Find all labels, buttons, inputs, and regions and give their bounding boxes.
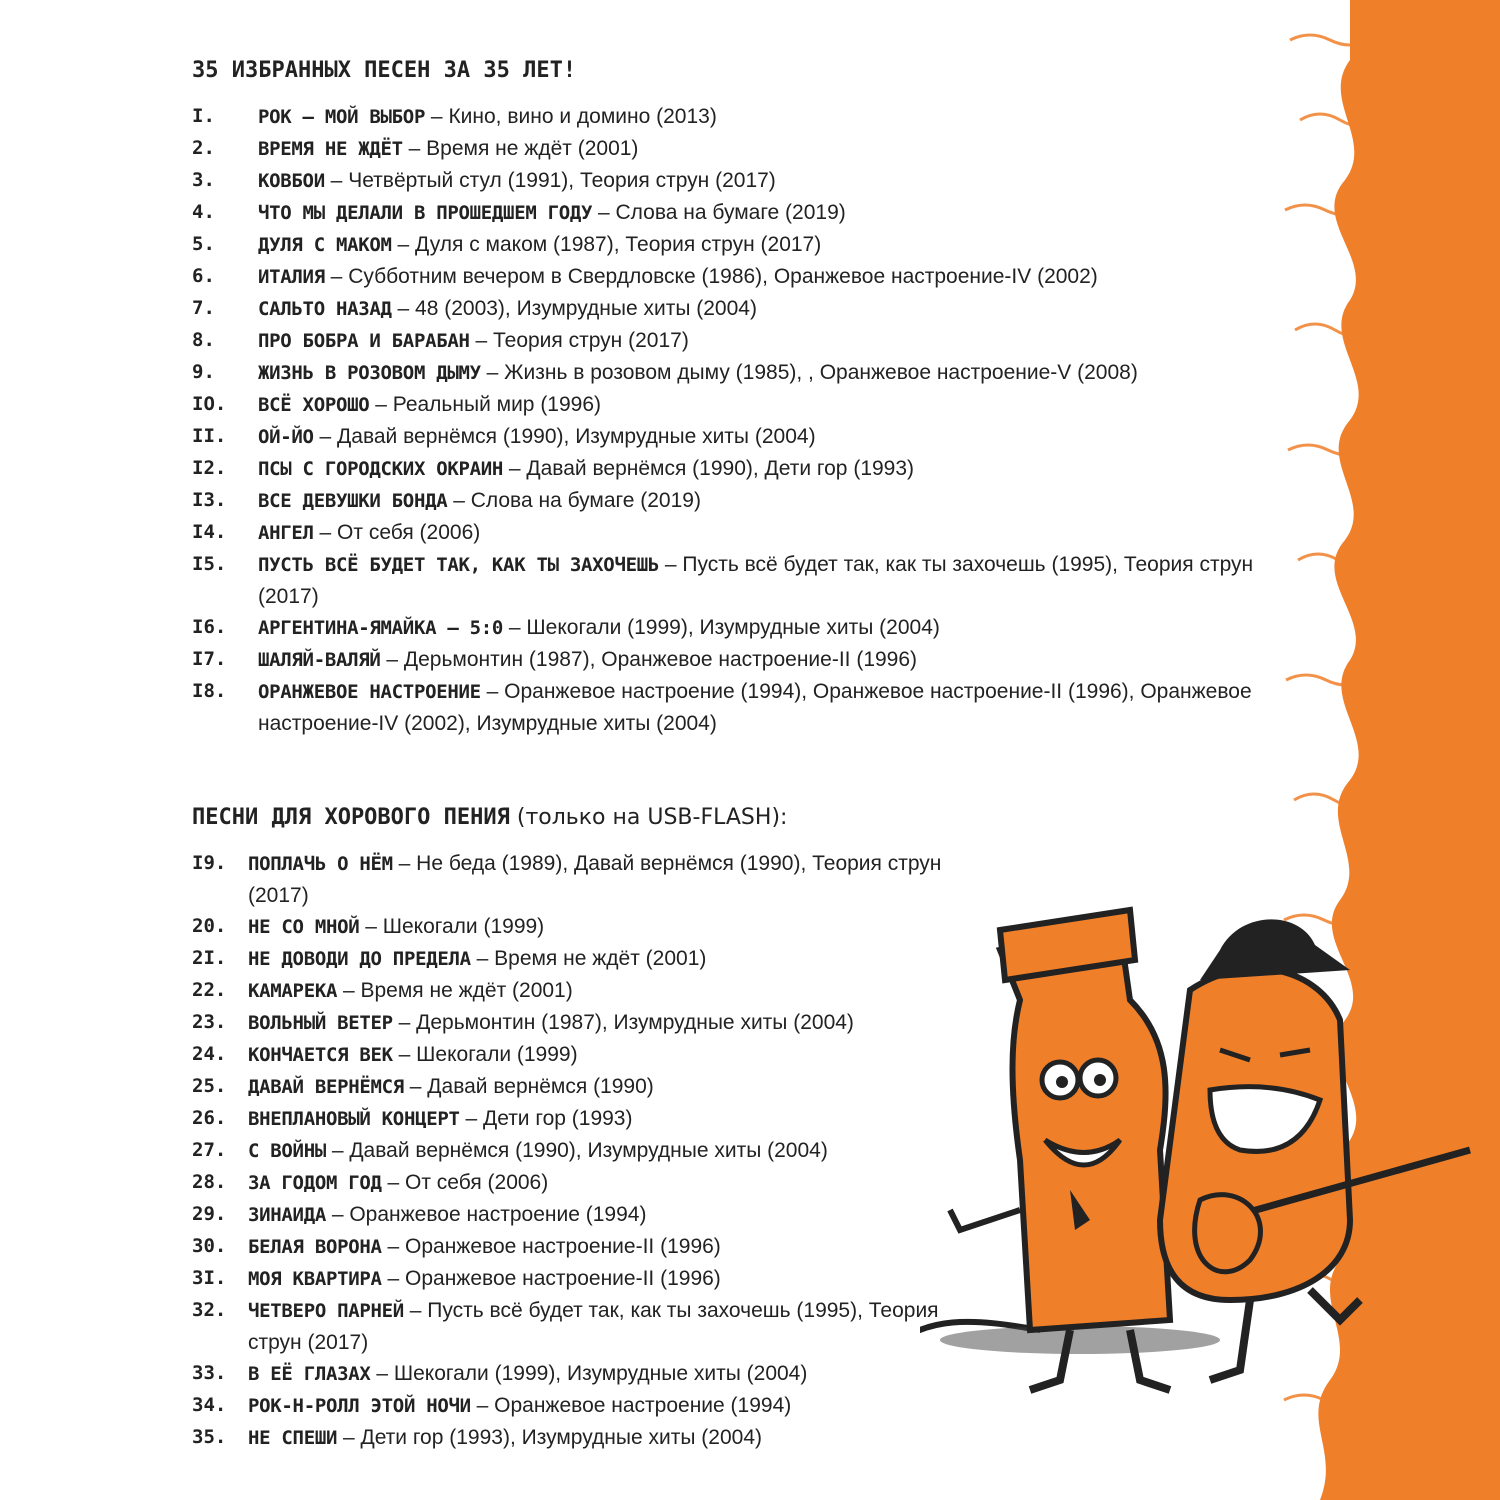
song-title: ВСЁ ХОРОШО	[258, 394, 370, 416]
album-list: – Давай вернёмся (1990)	[403, 1075, 654, 1098]
item-number: 26.	[192, 1107, 227, 1129]
album-list: – Реальный мир (1996)	[369, 393, 602, 416]
item-number: 5.	[192, 233, 215, 255]
song-title: ИТАЛИЯ	[258, 266, 325, 288]
item-number: 28.	[192, 1171, 227, 1193]
album-list: – 48 (2003), Изумрудные хиты (2004)	[391, 297, 757, 320]
item-number: I5.	[192, 553, 227, 575]
item-number: IO.	[192, 393, 227, 415]
item-number: II.	[192, 425, 227, 447]
right-bottle-icon	[1160, 919, 1470, 1380]
song-title: В ЕЁ ГЛАЗАХ	[248, 1363, 371, 1385]
list-item	[192, 421, 1302, 453]
album-list: – Пусть всё будет так, как ты захочешь (1995), Теория струн (2017)	[248, 1299, 939, 1354]
item-body	[248, 1167, 988, 1199]
item-body	[258, 325, 1298, 357]
item-body	[248, 1231, 988, 1263]
list-item	[192, 325, 1302, 357]
item-number: I7.	[192, 648, 227, 670]
item-number: I4.	[192, 521, 227, 543]
album-list: – Дети гор (1993), Изумрудные хиты (2004)	[337, 1426, 762, 1449]
item-body	[248, 1390, 988, 1422]
item-number: 2.	[192, 137, 215, 159]
album-list: – От себя (2006)	[313, 521, 481, 544]
item-body	[258, 517, 1298, 549]
song-title: МОЯ КВАРТИРА	[248, 1268, 382, 1290]
album-list: – Оранжевое настроение (1994), Оранжевое настроение-II (1996), Оранжевое настроение-IV (2002), Изумрудные хиты (2004)	[258, 680, 1252, 735]
item-body	[248, 943, 988, 975]
item-body	[258, 485, 1298, 517]
item-body	[248, 1039, 988, 1071]
song-title: РОК-Н-РОЛЛ ЭТОЙ НОЧИ	[248, 1395, 471, 1417]
item-body	[248, 1358, 988, 1390]
song-title: НЕ СО МНОЙ	[248, 916, 360, 938]
item-body	[248, 848, 988, 911]
song-title: ВРЕМЯ НЕ ЖДЁТ	[258, 138, 403, 160]
song-title: ЗИНАИДА	[248, 1204, 326, 1226]
song-title: ДАВАЙ ВЕРНЁМСЯ	[248, 1076, 404, 1098]
left-bottle-icon	[950, 910, 1170, 1390]
album-list: – Время не ждёт (2001)	[470, 947, 707, 970]
song-title: БЕЛАЯ ВОРОНА	[248, 1236, 382, 1258]
album-list: – Теория струн (2017)	[469, 329, 689, 352]
album-list: – Оранжевое настроение-II (1996)	[381, 1267, 721, 1290]
album-list: – Оранжевое настроение-II (1996)	[381, 1235, 721, 1258]
item-body	[258, 357, 1298, 389]
song-title: ШАЛЯЙ-ВАЛЯЙ	[258, 649, 381, 671]
item-body	[258, 676, 1298, 739]
item-body	[258, 421, 1298, 453]
album-list: – Жизнь в розовом дыму (1985), , Оранжевое настроение-V (2008)	[480, 361, 1138, 384]
song-title: ДУЛЯ С МАКОМ	[258, 234, 392, 256]
album-list: – Не беда (1989), Давай вернёмся (1990), Теория струн (2017)	[248, 852, 942, 907]
song-title: ЧЕТВЕРО ПАРНЕЙ	[248, 1300, 404, 1322]
song-title: ВСЕ ДЕВУШКИ БОНДА	[258, 490, 448, 512]
song-title: КОВБОИ	[258, 170, 325, 192]
song-title: ВОЛЬНЫЙ ВЕТЕР	[248, 1012, 393, 1034]
song-title: ПСЫ С ГОРОДСКИХ ОКРАИН	[258, 458, 504, 480]
album-list: – Слова на бумаге (2019)	[592, 201, 846, 224]
item-number: I6.	[192, 616, 227, 638]
album-list: – Шекогали (1999), Изумрудные хиты (2004)	[370, 1362, 808, 1385]
item-body	[248, 1071, 988, 1103]
item-number: 3I.	[192, 1267, 227, 1289]
list-item	[192, 165, 1302, 197]
song-title: ОРАНЖЕВОЕ НАСТРОЕНИЕ	[258, 681, 481, 703]
song-title: ОЙ-ЙО	[258, 426, 314, 448]
item-number: 7.	[192, 297, 215, 319]
item-body	[248, 1422, 988, 1454]
item-body	[248, 975, 988, 1007]
bottle-mascots-illustration	[920, 890, 1480, 1500]
item-number: 27.	[192, 1139, 227, 1161]
list-item	[192, 197, 1302, 229]
item-number: 23.	[192, 1011, 227, 1033]
item-body	[248, 1199, 988, 1231]
album-list: – Время не ждёт (2001)	[337, 979, 573, 1002]
album-list: – Шекогали (1999)	[392, 1043, 578, 1066]
item-number: 35.	[192, 1426, 227, 1448]
song-title: КАМАРЕКА	[248, 980, 338, 1002]
item-number: 34.	[192, 1394, 227, 1416]
section1-title: 35 ИЗБРАННЫХ ПЕСЕН ЗА 35 ЛЕТ!	[192, 58, 577, 83]
item-number: 8.	[192, 329, 215, 351]
album-list: – Время не ждёт (2001)	[402, 137, 639, 160]
item-body	[248, 911, 988, 943]
section2-heading	[192, 805, 1302, 830]
list-item	[192, 644, 1302, 676]
list-item	[192, 549, 1302, 612]
song-title: ЖИЗНЬ В РОЗОВОМ ДЫМУ	[258, 362, 481, 384]
item-number: 4.	[192, 201, 215, 223]
item-number: 3.	[192, 169, 215, 191]
song-title: ПУСТЬ ВСЁ БУДЕТ ТАК, КАК ТЫ ЗАХОЧЕШЬ	[258, 554, 660, 576]
song-title: ПОПЛАЧЬ О НЁМ	[248, 853, 393, 875]
item-body	[258, 261, 1298, 293]
album-list: – Слова на бумаге (2019)	[447, 489, 701, 512]
album-list: – Шекогали (1999), Изумрудные хиты (2004)	[503, 616, 940, 639]
item-body	[248, 1103, 988, 1135]
album-list: – Давай вернёмся (1990), Дети гор (1993)	[503, 457, 915, 480]
item-number: 24.	[192, 1043, 227, 1065]
section1-list	[192, 101, 1302, 739]
list-item	[192, 101, 1302, 133]
album-list: – Дети гор (1993)	[459, 1107, 633, 1130]
item-body	[258, 197, 1298, 229]
item-number: 29.	[192, 1203, 227, 1225]
list-item	[192, 293, 1302, 325]
item-number: 2I.	[192, 947, 227, 969]
item-body	[258, 229, 1298, 261]
item-body	[258, 389, 1298, 421]
list-item	[192, 612, 1302, 644]
item-body	[258, 133, 1298, 165]
item-number: 33.	[192, 1362, 227, 1384]
item-number: 30.	[192, 1235, 227, 1257]
song-title: С ВОЙНЫ	[248, 1140, 326, 1162]
section2-title: ПЕСНИ ДЛЯ ХОРОВОГО ПЕНИЯ	[192, 805, 510, 830]
song-title: КОНЧАЕТСЯ ВЕК	[248, 1044, 393, 1066]
album-list: – Шекогали (1999)	[359, 915, 545, 938]
album-list: – Оранжевое настроение (1994)	[470, 1394, 792, 1417]
item-number: 20.	[192, 915, 227, 937]
album-list: – От себя (2006)	[381, 1171, 549, 1194]
item-number: I9.	[192, 852, 227, 874]
album-list: – Давай вернёмся (1990), Изумрудные хиты (2004)	[313, 425, 816, 448]
item-body	[248, 1263, 988, 1295]
list-item	[192, 453, 1302, 485]
song-title: НЕ ДОВОДИ ДО ПРЕДЕЛА	[248, 948, 471, 970]
album-list: – Давай вернёмся (1990), Изумрудные хиты (2004)	[325, 1139, 828, 1162]
item-body	[248, 1135, 988, 1167]
item-body	[248, 1007, 988, 1039]
item-body	[258, 165, 1298, 197]
item-body	[258, 549, 1298, 612]
album-list: – Пусть всё будет так, как ты захочешь (1995), Теория струн (2017)	[258, 553, 1254, 608]
item-number: 32.	[192, 1299, 227, 1321]
item-number: 25.	[192, 1075, 227, 1097]
album-list: – Оранжевое настроение (1994)	[325, 1203, 647, 1226]
song-title: ВНЕПЛАНОВЫЙ КОНЦЕРТ	[248, 1108, 460, 1130]
album-list: – Субботним вечером в Свердловске (1986), Оранжевое настроение-IV (2002)	[324, 265, 1098, 288]
item-body	[258, 453, 1298, 485]
album-list: – Дуля с маком (1987), Теория струн (2017)	[391, 233, 822, 256]
list-item	[192, 357, 1302, 389]
item-number: I8.	[192, 680, 227, 702]
item-number: I2.	[192, 457, 227, 479]
item-number: I.	[192, 105, 215, 127]
item-body	[258, 644, 1298, 676]
item-number: I3.	[192, 489, 227, 511]
item-number: 22.	[192, 979, 227, 1001]
album-list: – Дерьмонтин (1987), Изумрудные хиты (2004)	[392, 1011, 854, 1034]
song-title: ЗА ГОДОМ ГОД	[248, 1172, 382, 1194]
item-body	[258, 101, 1298, 133]
song-title: АРГЕНТИНА-ЯМАЙКА — 5:0	[258, 617, 504, 639]
song-title: САЛЬТО НАЗАД	[258, 298, 392, 320]
list-item	[192, 133, 1302, 165]
album-list: – Кино, вино и домино (2013)	[425, 105, 717, 128]
album-list: – Дерьмонтин (1987), Оранжевое настроение-II (1996)	[380, 648, 918, 671]
item-body	[258, 293, 1298, 325]
song-title: ЧТО МЫ ДЕЛАЛИ В ПРОШЕДШЕМ ГОДУ	[258, 202, 593, 224]
item-body	[248, 1295, 988, 1358]
song-title: РОК — МОЙ ВЫБОР	[258, 106, 426, 128]
section2-note: (только на USB-FLASH):	[509, 805, 788, 830]
list-item	[192, 229, 1302, 261]
list-item	[192, 485, 1302, 517]
song-title: ПРО БОБРА И БАРАБАН	[258, 330, 470, 352]
album-list: – Четвёртый стул (1991), Теория струн (2017)	[324, 169, 776, 192]
list-item	[192, 389, 1302, 421]
song-title: НЕ СПЕШИ	[248, 1427, 338, 1449]
list-item	[192, 676, 1302, 739]
item-body	[258, 612, 1298, 644]
list-item	[192, 517, 1302, 549]
item-number: 6.	[192, 265, 215, 287]
item-number: 9.	[192, 361, 215, 383]
song-title: АНГЕЛ	[258, 522, 314, 544]
list-item	[192, 261, 1302, 293]
